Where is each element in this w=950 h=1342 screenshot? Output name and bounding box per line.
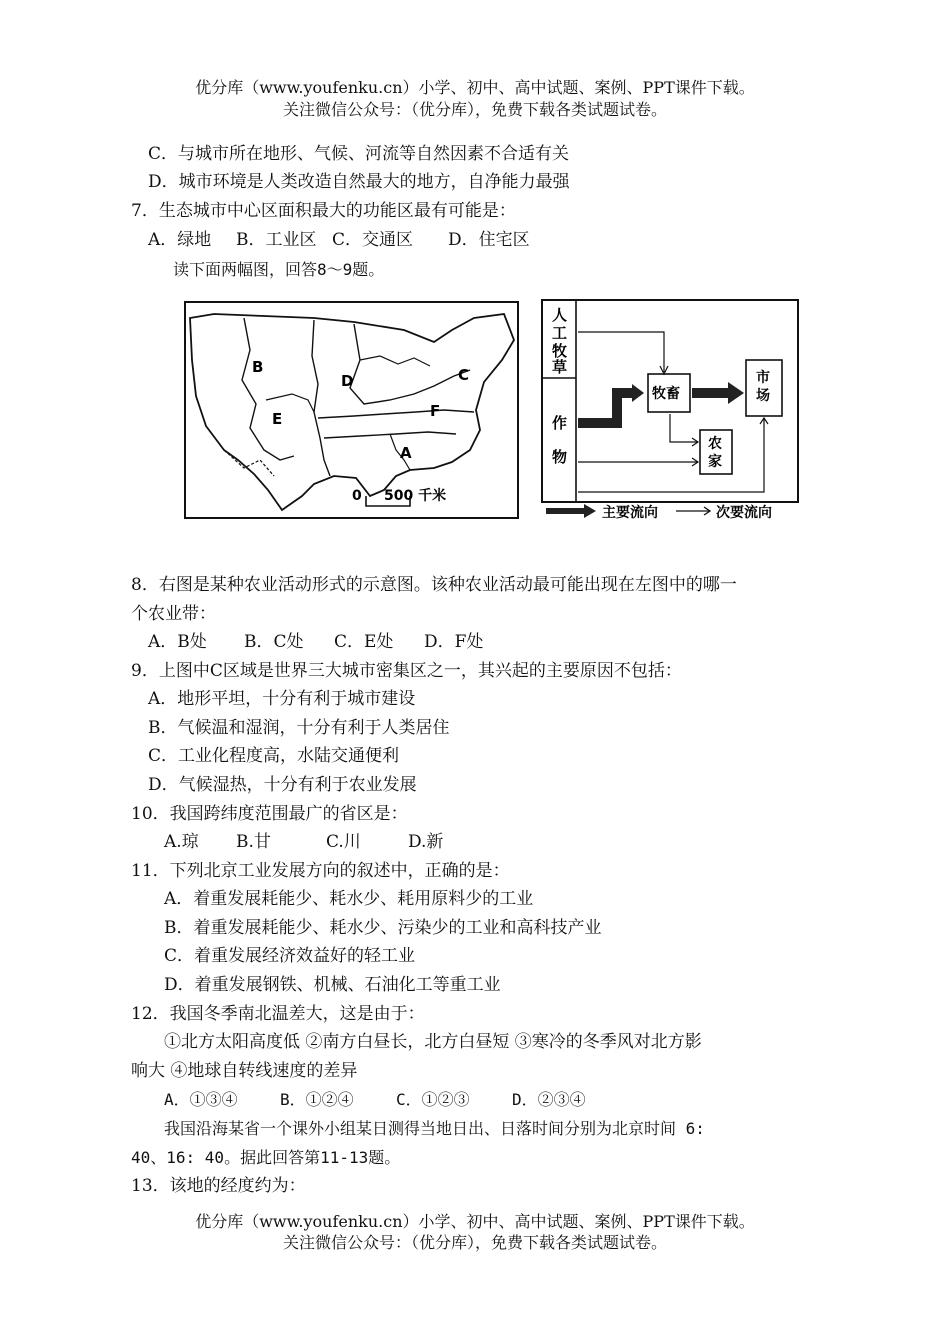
map-label-b: B	[252, 358, 264, 376]
map-label-c: C	[458, 366, 470, 384]
q13-stem: 13．该地的经度约为：	[131, 1176, 306, 1196]
q12-options	[164, 1089, 586, 1111]
map-scale-text: 500 千米	[384, 488, 447, 504]
map-label-d: D	[341, 372, 354, 390]
flow-household-char-2: 家	[708, 454, 722, 470]
map-label-a: A	[400, 444, 412, 462]
q9-option-a: A．地形平坦，十分有利于城市建设	[148, 689, 416, 709]
intro-11-13-line-2: 40、16: 40。据此回答第11-13题。	[131, 1148, 401, 1167]
header-line-1: 优分库（www.youfenku.cn）小学、初中、高中试题、案例、PPT课件下载。	[195, 78, 755, 97]
q6-option-c: C．与城市所在地形、气候、河流等自然因素不合适有关	[148, 144, 570, 164]
q8-option-d: D．F处	[424, 632, 484, 652]
q12-statements-line-2: 响大 ④地球自转线速度的差异	[131, 1061, 358, 1081]
q11-option-b: B．着重发展耗能少、耗水少、污染少的工业和高科技产业	[164, 918, 602, 938]
q12-option-a: A．①③④	[164, 1090, 238, 1109]
map-label-e: E	[272, 410, 283, 428]
q10-option-d: D.新	[408, 832, 444, 852]
q6-option-d: D．城市环境是人类改造自然最大的地方，自净能力最强	[148, 172, 570, 192]
intro-8-9: 读下面两幅图，回答8～9题。	[173, 260, 385, 279]
intro-11-13-line-1: 我国沿海某省一个课外小组某日测得当地日出、日落时间分别为北京时间 6:	[164, 1119, 705, 1138]
q11-stem: 11．下列北京工业发展方向的叙述中，正确的是：	[131, 861, 510, 881]
flow-livestock-label: 牧畜	[652, 386, 680, 402]
flow-household-char-1: 农	[708, 436, 722, 452]
q10-option-b: B.甘	[236, 832, 271, 852]
q7-option-b: B．工业区	[236, 230, 317, 250]
q8-stem-line-2: 个农业带：	[131, 604, 216, 624]
q7-option-c: C．交通区	[332, 230, 414, 250]
flow-grass-char-3: 牧	[552, 342, 568, 360]
q12-option-b: B．①②④	[280, 1090, 354, 1109]
q8-option-b: B．C处	[244, 632, 304, 652]
q12-option-c: C．①②③	[396, 1090, 470, 1109]
map-scale-zero: 0	[352, 488, 362, 504]
us-agriculture-map	[184, 300, 520, 522]
q10-options	[164, 831, 443, 853]
flow-crop-char-2: 物	[552, 448, 568, 466]
q10-option-c: C.川	[326, 832, 361, 852]
flow-grass-char-4: 草	[552, 358, 568, 376]
q11-option-c: C．着重发展经济效益好的轻工业	[164, 946, 416, 966]
q8-option-c: C．E处	[334, 632, 394, 652]
legend-minor-label: 次要流向	[716, 505, 772, 521]
q9-option-d: D．气候湿热，十分有利于农业发展	[148, 775, 417, 795]
q12-statements-line-1: ①北方太阳高度低 ②南方白昼长，北方白昼短 ③寒冷的冬季风对北方影	[164, 1032, 702, 1052]
q9-stem: 9．上图中C区域是世界三大城市密集区之一，其兴起的主要原因不包括：	[131, 661, 682, 681]
q7-stem: 7．生态城市中心区面积最大的功能区最有可能是：	[131, 201, 516, 221]
q12-stem: 12．我国冬季南北温差大，这是由于：	[131, 1004, 425, 1024]
agriculture-flow-diagram	[540, 296, 806, 526]
q11-option-a: A．着重发展耗能少、耗水少、耗用原料少的工业	[164, 889, 534, 909]
footer-line-1: 优分库（www.youfenku.cn）小学、初中、高中试题、案例、PPT课件下载。	[195, 1212, 755, 1231]
q10-stem: 10．我国跨纬度范围最广的省区是：	[131, 804, 408, 824]
q7-options	[148, 229, 530, 251]
q8-option-a: A．B处	[148, 632, 207, 652]
header-line-2: 关注微信公众号：（优分库），免费下载各类试题试卷。	[282, 100, 667, 119]
q12-option-d: D．②③④	[512, 1090, 586, 1109]
q8-stem-line-1: 8．右图是某种农业活动形式的示意图。该种农业活动最可能出现在左图中的哪一	[131, 575, 737, 595]
q9-option-c: C．工业化程度高，水陆交通便利	[148, 746, 400, 766]
q9-option-b: B．气候温和湿润，十分有利于人类居住	[148, 718, 450, 738]
flow-grass-char-2: 工	[552, 324, 568, 342]
legend-main-arrow-icon	[546, 504, 596, 518]
legend-main-label: 主要流向	[602, 505, 658, 521]
q10-option-a: A.琼	[164, 832, 199, 852]
q8-options	[148, 631, 483, 653]
q7-option-d: D．住宅区	[448, 230, 530, 250]
flow-grass-char-1: 人	[552, 306, 568, 324]
q11-option-d: D．着重发展钢铁、机械、石油化工等重工业	[164, 975, 501, 995]
flow-market-char-1: 市	[756, 370, 770, 386]
map-label-f: F	[430, 402, 441, 420]
flow-market-char-2: 场	[756, 388, 770, 404]
flow-crop-char-1: 作	[552, 414, 568, 432]
footer-line-2: 关注微信公众号：（优分库），免费下载各类试题试卷。	[282, 1233, 667, 1252]
map-frame	[185, 302, 518, 518]
q7-option-a: A．绿地	[148, 230, 212, 250]
